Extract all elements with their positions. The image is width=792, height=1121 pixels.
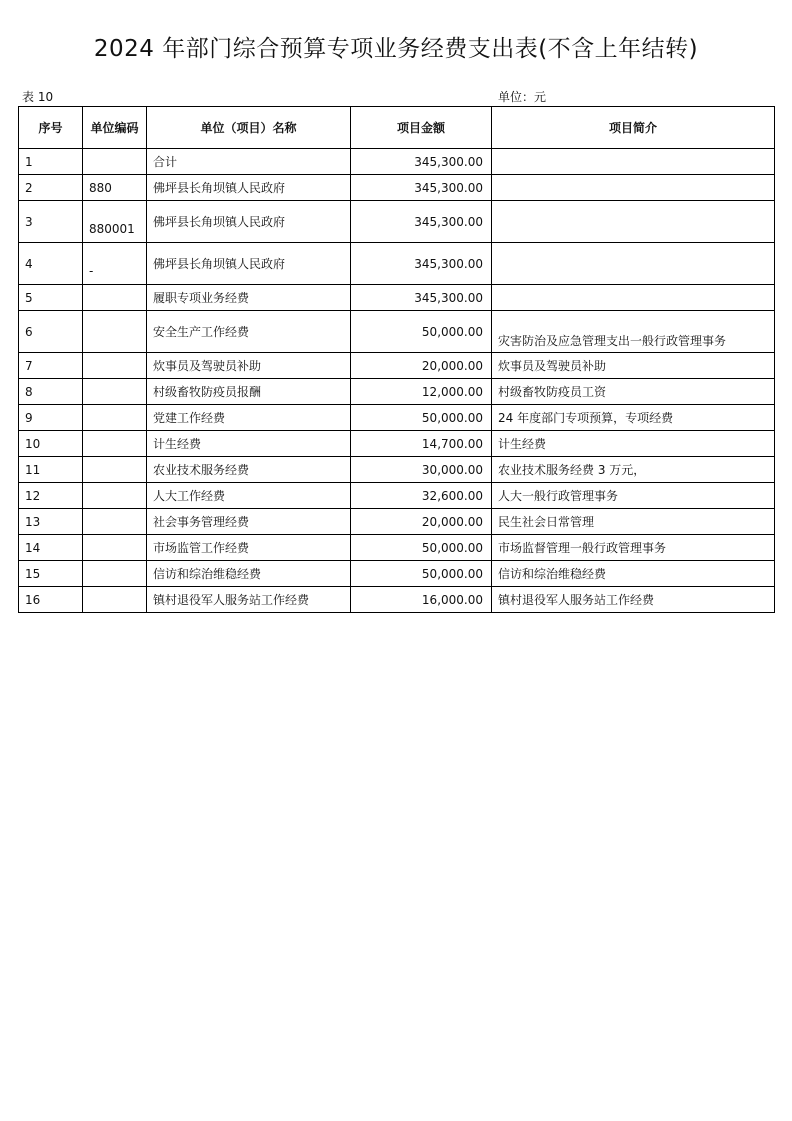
cell-amount: 30,000.00 [351,457,492,483]
cell-intro [492,243,775,285]
cell-amount: 50,000.00 [351,535,492,561]
cell-code [83,311,147,353]
cell-code [83,285,147,311]
cell-intro: 市场监督管理一般行政管理事务 [492,535,775,561]
table-row [19,285,775,311]
cell-name: 人大工作经费 [147,483,351,509]
cell-seq: 8 [19,379,83,405]
cell-amount: 345,300.00 [351,175,492,201]
unit-label: 单位：元 [498,90,547,104]
header-amount: 项目金额 [351,107,492,149]
cell-code [83,457,147,483]
cell-name: 安全生产工作经费 [147,311,351,353]
header-code: 单位编码 [83,107,147,149]
cell-seq: 15 [19,561,83,587]
table-row [19,201,775,243]
cell-code [83,561,147,587]
cell-seq: 6 [19,311,83,353]
table-row [19,243,775,285]
cell-code [83,353,147,379]
cell-amount: 20,000.00 [351,353,492,379]
table-row [19,587,775,613]
cell-code [83,149,147,175]
cell-seq: 10 [19,431,83,457]
table-body [19,149,775,613]
cell-name: 社会事务管理经费 [147,509,351,535]
table-row [19,175,775,201]
cell-intro: 镇村退役军人服务站工作经费 [492,587,775,613]
cell-intro [492,285,775,311]
cell-amount: 50,000.00 [351,405,492,431]
cell-code: - [83,243,147,285]
table-row [19,311,775,353]
cell-amount: 20,000.00 [351,509,492,535]
cell-amount: 345,300.00 [351,285,492,311]
cell-code [83,535,147,561]
cell-name: 履职专项业务经费 [147,285,351,311]
table-row [19,353,775,379]
cell-code [83,483,147,509]
cell-name: 镇村退役军人服务站工作经费 [147,587,351,613]
table-row [19,483,775,509]
cell-seq: 2 [19,175,83,201]
cell-amount: 345,300.00 [351,201,492,243]
cell-code [83,379,147,405]
cell-amount: 16,000.00 [351,587,492,613]
table-row [19,149,775,175]
cell-name: 党建工作经费 [147,405,351,431]
cell-name: 农业技术服务经费 [147,457,351,483]
cell-code [83,509,147,535]
cell-intro: 24 年度部门专项预算，专项经费 [492,405,775,431]
cell-seq: 11 [19,457,83,483]
cell-seq: 14 [19,535,83,561]
cell-amount: 345,300.00 [351,243,492,285]
cell-intro: 灾害防治及应急管理支出一般行政管理事务 [492,311,775,353]
table-row [19,561,775,587]
cell-code [83,431,147,457]
cell-name: 佛坪县长角坝镇人民政府 [147,243,351,285]
cell-intro: 炊事员及驾驶员补助 [492,353,775,379]
cell-amount: 50,000.00 [351,561,492,587]
cell-code [83,587,147,613]
table-row [19,509,775,535]
cell-intro [492,149,775,175]
cell-amount: 12,000.00 [351,379,492,405]
cell-name: 佛坪县长角坝镇人民政府 [147,175,351,201]
page-title: 2024 年部门综合预算专项业务经费支出表(不含上年结转) [93,36,699,62]
cell-intro [492,201,775,243]
cell-seq: 12 [19,483,83,509]
table-header-row [19,107,775,149]
cell-name: 信访和综治维稳经费 [147,561,351,587]
table-row [19,431,775,457]
cell-name: 炊事员及驾驶员补助 [147,353,351,379]
cell-amount: 14,700.00 [351,431,492,457]
header-intro: 项目简介 [492,107,775,149]
cell-code: 880001 [83,201,147,243]
cell-name: 村级畜牧防疫员报酬 [147,379,351,405]
cell-intro: 计生经费 [492,431,775,457]
cell-name: 佛坪县长角坝镇人民政府 [147,201,351,243]
cell-seq: 7 [19,353,83,379]
cell-code: 880 [83,175,147,201]
cell-seq: 5 [19,285,83,311]
cell-intro: 信访和综治维稳经费 [492,561,775,587]
header-name: 单位（项目）名称 [147,107,351,149]
table-row [19,405,775,431]
cell-seq: 13 [19,509,83,535]
cell-seq: 9 [19,405,83,431]
budget-table [18,106,775,613]
cell-name: 市场监管工作经费 [147,535,351,561]
cell-seq: 4 [19,243,83,285]
table-row [19,535,775,561]
cell-intro [492,175,775,201]
cell-intro: 人大一般行政管理事务 [492,483,775,509]
table-row [19,379,775,405]
cell-amount: 345,300.00 [351,149,492,175]
cell-intro: 民生社会日常管理 [492,509,775,535]
table-row [19,457,775,483]
cell-name: 计生经费 [147,431,351,457]
cell-amount: 50,000.00 [351,311,492,353]
cell-name: 合计 [147,149,351,175]
table-number: 表 10 [22,90,54,104]
cell-amount: 32,600.00 [351,483,492,509]
cell-seq: 1 [19,149,83,175]
cell-intro: 农业技术服务经费 3 万元， [492,457,775,483]
cell-intro: 村级畜牧防疫员工资 [492,379,775,405]
header-seq: 序号 [19,107,83,149]
cell-code [83,405,147,431]
cell-seq: 16 [19,587,83,613]
cell-seq: 3 [19,201,83,243]
